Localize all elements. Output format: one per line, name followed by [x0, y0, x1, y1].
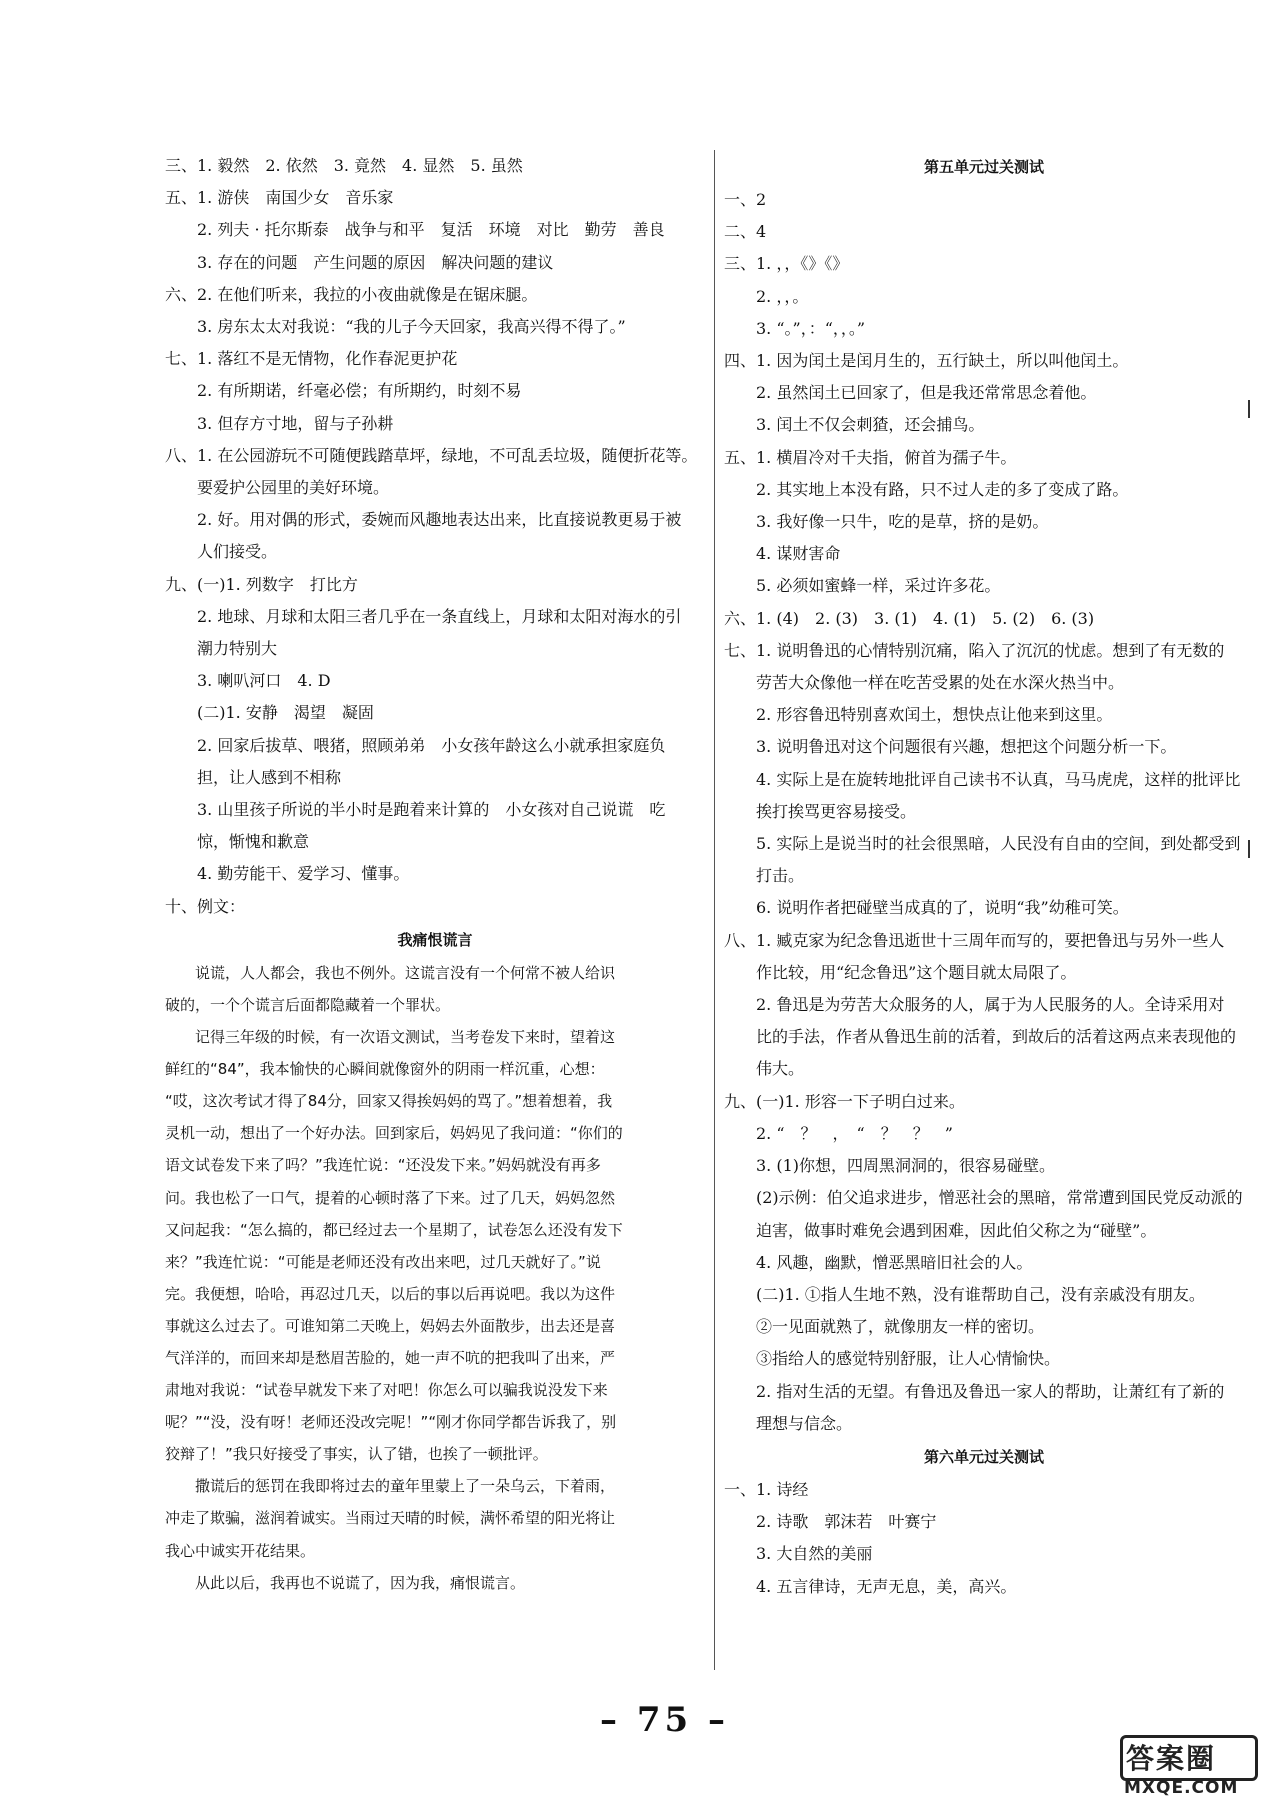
answer-line: 3. 存在的问题 产生问题的原因 解决问题的建议 — [197, 252, 554, 272]
answer-line: 八、1. 在公园游玩不可随便践踏草坪，绿地，不可乱丢垃圾，随便折花等。 — [165, 445, 698, 465]
answer-line: 3. 房东太太对我说：“我的儿子今天回家，我高兴得不得了。” — [197, 317, 626, 337]
answer-line: 2. ，，。 — [756, 286, 809, 306]
answer-line: 五、1. 横眉冷对千夫指，俯首为孺子牛。 — [724, 447, 1017, 467]
answer-line: 问。我也松了一口气，提着的心顿时落了下来。过了几天，妈妈忽然 — [165, 1188, 616, 1207]
watermark-url: MXQE.COM — [1124, 1778, 1239, 1798]
answer-line: 5. 实际上是说当时的社会很黑暗，人民没有自由的空间，到处都受到 — [756, 834, 1241, 854]
answer-line: 记得三年级的时候，有一次语文测试，当考卷发下来时，望着这 — [195, 1028, 616, 1047]
answer-line: 破的，一个个谎言后面都隐藏着一个罪状。 — [165, 995, 451, 1014]
answer-line: 3. 喇叭河口 4. D — [197, 671, 331, 691]
answer-line: 2. 有所期诺，纤毫必偿；有所期约，时刻不易 — [197, 381, 522, 401]
page-number: – 75 – — [600, 1700, 729, 1740]
answer-line: 狡辩了！”我只好接受了事实，认了错，也挨了一顿批评。 — [165, 1445, 548, 1464]
edge-mark — [1248, 840, 1264, 858]
answer-line: 三、1. ，，《》《》 — [724, 254, 849, 274]
watermark-text: 答案圈 — [1126, 1742, 1217, 1775]
answer-line: 又问起我：“怎么搞的，都已经过去一个星期了，试卷怎么还没有发下 — [165, 1220, 623, 1239]
answer-line: 要爱护公园里的美好环境。 — [197, 478, 390, 498]
answer-line: 2. 诗歌 郭沫若 叶赛宁 — [756, 1512, 937, 1532]
answer-line: 4. 谋财害命 — [756, 544, 841, 564]
answer-line: 3. 说明鲁迅对这个问题很有兴趣，想把这个问题分析一下。 — [756, 737, 1177, 757]
answer-line: 3. 闰土不仅会刺猹，还会捕鸟。 — [756, 415, 985, 435]
answer-line: “哎，这次考试才得了84分，回家又得挨妈妈的骂了。”想着想着，我 — [165, 1092, 613, 1111]
answer-line: 4. 勤劳能干、爱学习、懂事。 — [197, 864, 410, 884]
column-divider — [714, 150, 715, 1670]
answer-line: (二)1. 安静 渴望 凝固 — [197, 703, 374, 723]
answer-line: 作比较，用“纪念鲁迅”这个题目就太局限了。 — [756, 962, 1077, 982]
answer-line: 从此以后，我再也不说谎了，因为我，痛恨谎言。 — [195, 1573, 526, 1592]
answer-line: (二)1. ①指人生地不熟，没有谁帮助自己，没有亲戚没有朋友。 — [756, 1284, 1205, 1304]
answer-line: 七、1. 落红不是无情物，化作春泥更护花 — [165, 349, 458, 369]
answer-line: 我心中诚实开花结果。 — [165, 1541, 316, 1560]
answer-line: 四、1. 因为闰土是闰月生的，五行缺土，所以叫他闰土。 — [724, 351, 1129, 371]
answer-line: 理想与信念。 — [756, 1413, 853, 1433]
answer-line: 七、1. 说明鲁迅的心情特别沉痛，陷入了沉沉的忧虑。想到了有无数的 — [724, 640, 1225, 660]
answer-line: 劳苦大众像他一样在吃苦受累的处在水深火热当中。 — [756, 673, 1125, 693]
answer-line: 2. 地球、月球和太阳三者几乎在一条直线上，月球和太阳对海水的引 — [197, 606, 682, 626]
answer-line: 事就这么过去了。可谁知第二天晚上，妈妈去外面散步，出去还是喜 — [165, 1316, 616, 1335]
answer-line: 八、1. 臧克家为纪念鲁迅逝世十三周年而写的，要把鲁迅与另外一些人 — [724, 930, 1225, 950]
answer-line: 2. 形容鲁迅特别喜欢闰土，想快点让他来到这里。 — [756, 705, 1113, 725]
answer-line: 4. 五言律诗，无声无息，美，高兴。 — [756, 1576, 1017, 1596]
answer-line: 2. 虽然闰土已回家了，但是我还常常思念着他。 — [756, 383, 1097, 403]
answer-line: 比的手法，作者从鲁迅生前的活着，到故后的活着这两点来表现他的 — [756, 1027, 1237, 1047]
section-title-unit6: 第六单元过关测试 — [923, 1447, 1044, 1466]
answer-line: 一、1. 诗经 — [724, 1479, 809, 1499]
answer-line: 鲜红的“84”，我本愉快的心瞬间就像窗外的阴雨一样沉重，心想： — [165, 1060, 605, 1079]
answer-line: 3. 山里孩子所说的半小时是跑着来计算的 小女孩对自己说谎 吃 — [197, 800, 666, 820]
answer-line: 六、1. (4) 2. (3) 3. (1) 4. (1) 5. (2) 6. (3) — [724, 608, 1095, 628]
answer-line: 4. 实际上是在旋转地批评自己读书不认真，马马虎虎，这样的批评比 — [756, 769, 1241, 789]
answer-line: 潮力特别大 — [197, 639, 278, 659]
answer-line: ③指给人的感觉特别舒服，让人心情愉快。 — [756, 1349, 1061, 1369]
answer-line: 打击。 — [756, 866, 805, 886]
answer-line: 灵机一动，想出了一个好办法。回到家后，妈妈见了我问道：“你们的 — [165, 1124, 623, 1143]
answer-line: 九、(一)1. 列数字 打比方 — [165, 574, 358, 594]
answer-line: 挨打挨骂更容易接受。 — [756, 801, 917, 821]
edge-mark — [1248, 400, 1264, 418]
answer-line: 2. 回家后拔草、喂猪，照顾弟弟 小女孩年龄这么小就承担家庭负 — [197, 735, 666, 755]
answer-line: 来？”我连忙说：“可能是老师还没有改出来吧，过几天就好了。”说 — [165, 1252, 601, 1271]
answer-line: 5. 必须如蜜蜂一样，采过许多花。 — [756, 576, 1001, 596]
answer-line: 二、4 — [724, 222, 767, 242]
answer-line: ②一见面就熟了，就像朋友一样的密切。 — [756, 1317, 1045, 1337]
answer-line: 五、1. 游侠 南国少女 音乐家 — [165, 188, 394, 208]
watermark-logo — [1120, 1735, 1260, 1798]
answer-line: 肃地对我说：“试卷早就发下来了对吧！你怎么可以骗我说没发下来 — [165, 1381, 608, 1400]
answer-line: 完。我便想，哈哈，再忍过几天，以后的事以后再说吧。我以为这件 — [165, 1284, 616, 1303]
left-column — [165, 150, 705, 1599]
essay-title: 我痛恨谎言 — [397, 930, 473, 949]
answer-line: 2. 鲁迅是为劳苦大众服务的人，属于为人民服务的人。全诗采用对 — [756, 995, 1225, 1015]
answer-line: 2. “ ？ ， “ ？ ？ ” — [756, 1123, 953, 1143]
answer-line: 十、例文： — [165, 896, 246, 916]
section-title-unit5: 第五单元过关测试 — [923, 158, 1044, 176]
answer-line: 九、(一)1. 形容一下子明白过来。 — [724, 1091, 965, 1111]
answer-line: 3. “。”，：“，，。” — [756, 318, 866, 338]
answer-line: 三、1. 毅然 2. 依然 3. 竟然 4. 显然 5. 虽然 — [165, 156, 523, 175]
answer-line: 迫害，做事时难免会遇到困难，因此伯父称之为“碰壁”。 — [756, 1220, 1157, 1240]
answer-line: 语文试卷发下来了吗？”我连忙说：“还没发下来。”妈妈就没有再多 — [165, 1156, 601, 1175]
answer-line: 2. 好。用对偶的形式，委婉而风趣地表达出来，比直接说教更易于被 — [197, 510, 682, 530]
answer-line: 担，让人感到不相称 — [197, 767, 342, 787]
answer-line: 3. 我好像一只牛，吃的是草，挤的是奶。 — [756, 512, 1049, 532]
answer-line: 说谎，人人都会，我也不例外。这谎言没有一个何常不被人给识 — [195, 963, 616, 982]
answer-line: 2. 其实地上本没有路，只不过人走的多了变成了路。 — [756, 479, 1129, 499]
answer-line: 气洋洋的，而回来却是愁眉苦脸的，她一声不吭的把我叫了出来，严 — [165, 1349, 616, 1367]
answer-line: 2. 列夫 · 托尔斯泰 战争与和平 复活 环境 对比 勤劳 善良 — [197, 220, 665, 240]
right-column — [724, 150, 1244, 1603]
answer-line: 2. 指对生活的无望。有鲁迅及鲁迅一家人的帮助，让萧红有了新的 — [756, 1381, 1225, 1401]
answer-line: 一、2 — [724, 190, 767, 209]
answer-line: (2)示例：伯父追求进步，憎恶社会的黑暗，常常遭到国民党反动派的 — [756, 1188, 1243, 1208]
answer-line: 4. 风趣，幽默，憎恶黑暗旧社会的人。 — [756, 1252, 1033, 1272]
answer-line: 3. 但存方寸地，留与子孙耕 — [197, 413, 394, 433]
answer-line: 惊，惭愧和歉意 — [197, 832, 310, 852]
answer-line: 呢？”“没，没有呀！老师还没改完呢！”“刚才你同学都告诉我了，别 — [165, 1413, 617, 1432]
answer-line: 6. 说明作者把碰壁当成真的了，说明“我”幼稚可笑。 — [756, 898, 1129, 918]
answer-line: 六、2. 在他们听来，我拉的小夜曲就像是在锯床腿。 — [165, 284, 538, 304]
answer-line: 伟大。 — [756, 1059, 805, 1079]
answer-line: 3. 大自然的美丽 — [756, 1544, 873, 1564]
answer-line: 3. (1)你想，四周黑洞洞的，很容易碰壁。 — [756, 1156, 1056, 1176]
answer-line: 人们接受。 — [197, 542, 278, 562]
answer-line: 冲走了欺骗，滋润着诚实。当雨过天晴的时候，满怀希望的阳光将让 — [165, 1509, 616, 1528]
answer-line: 撒谎后的惩罚在我即将过去的童年里蒙上了一朵乌云，下着雨， — [195, 1477, 616, 1496]
